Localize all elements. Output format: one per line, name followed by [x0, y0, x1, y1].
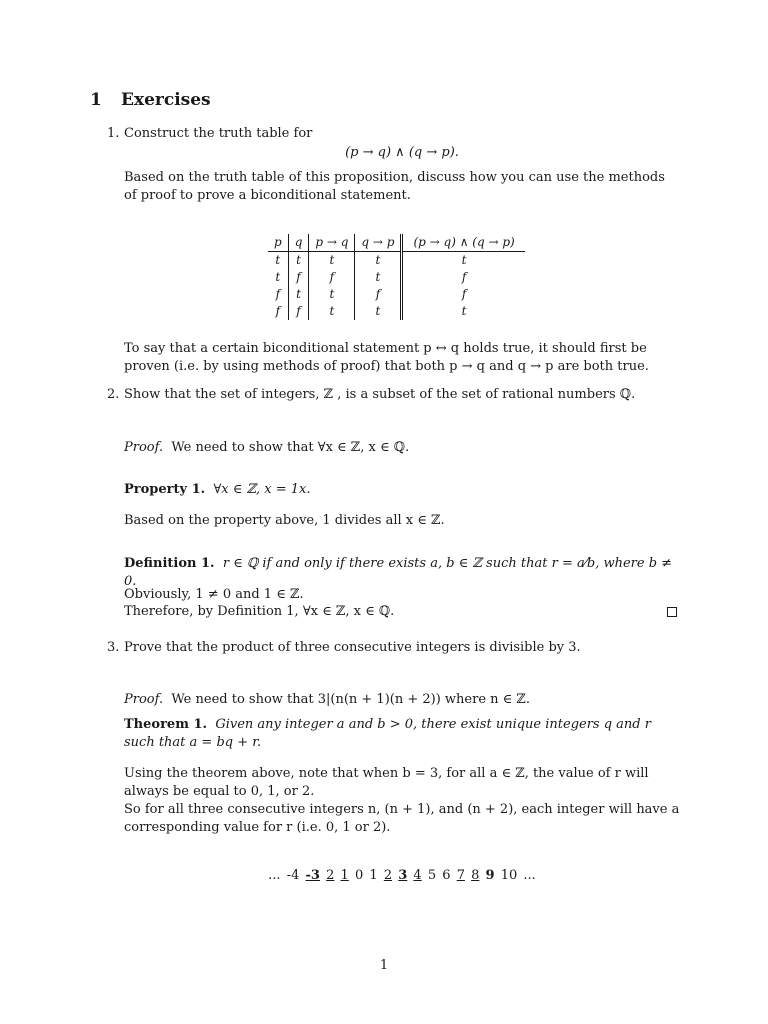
sequence-item: 2: [326, 868, 335, 883]
truth-table-header-row: [268, 234, 525, 252]
sequence-item: 3: [398, 868, 408, 883]
truth-table-cell: t: [275, 270, 281, 284]
exercise-1-conclusion: To say that a certain biconditional statement p ↔ q holds true, it should first be proven (i.e. by using methods of proof) that both p → q and q → p are both true.: [124, 341, 649, 374]
exercise-3-statement: Prove that the product of three consecutive integers is divisible by 3.: [124, 640, 581, 655]
section-title: Exercises: [121, 90, 211, 110]
truth-table: [268, 234, 525, 320]
proof-label: Proof.: [124, 440, 164, 455]
exercise-1-intro: Construct the truth table for: [124, 126, 313, 141]
exercise-3-number: 3.: [107, 640, 120, 655]
truth-table-cell: f: [275, 304, 281, 318]
truth-table-cell: f: [402, 269, 525, 286]
truth-table-cell: f: [275, 287, 281, 301]
sequence-item: 8: [471, 868, 480, 883]
sequence-item: 7: [456, 868, 465, 883]
sequence-item: ...: [523, 868, 536, 883]
exercise-2-statement: Show that the set of integers, ℤ , is a subset of the set of rational numbers ℚ.: [124, 387, 636, 402]
exercise-2-obviously: Obviously, 1 ≠ 0 and 1 ∈ ℤ.: [124, 587, 304, 602]
truth-table-row: [268, 252, 525, 270]
exercise-3-paragraph-1: Using the theorem above, note that when b = 3, for all a ∈ ℤ, the value of r will always be equal to 0, 1, or 2.: [124, 766, 649, 799]
truth-table-header: p: [268, 234, 288, 252]
exercise-2-based: Based on the property above, 1 divides all x ∈ ℤ.: [124, 513, 445, 528]
property-label: Property 1.: [124, 482, 206, 497]
page-number: 1: [379, 958, 389, 973]
truth-table-cell: t: [355, 303, 402, 320]
truth-table-cell: f: [402, 286, 525, 303]
sequence-item: 2: [383, 868, 393, 883]
exercise-3-paragraph-2: So for all three consecutive integers n, (n + 1), and (n + 2), each integer will have a corresponding value for r (i.e. 0, 1 or 2).: [124, 802, 680, 835]
truth-table-row: [268, 286, 525, 303]
integer-sequence: [124, 867, 680, 885]
truth-table-cell: t: [402, 303, 525, 320]
sequence-item: 10: [500, 868, 518, 883]
sequence-item: ...: [268, 868, 281, 883]
truth-table-cell: t: [309, 286, 355, 303]
truth-table-cell: f: [309, 269, 355, 286]
sequence-item: 1: [369, 868, 378, 883]
truth-table-header: q: [288, 234, 309, 252]
truth-table-row: [268, 303, 525, 320]
exercise-2-proof: [124, 439, 680, 457]
sequence-item: 1: [340, 868, 349, 883]
exercise-2-therefore: Therefore, by Definition 1, ∀x ∈ ℤ, x ∈ ℚ.: [124, 604, 395, 619]
truth-table-cell: t: [309, 252, 355, 270]
truth-table-header: p → q: [309, 234, 355, 252]
truth-table-cell: t: [402, 252, 525, 270]
truth-table-cell: f: [288, 269, 309, 286]
theorem-label: Theorem 1.: [124, 717, 208, 732]
truth-table-header: q → p: [355, 234, 402, 252]
definition-label: Definition 1.: [124, 556, 215, 571]
sequence-item: 9: [485, 868, 495, 883]
exercise-1-number: 1.: [107, 126, 120, 141]
qed-square-icon: [667, 607, 677, 617]
truth-table-cell: t: [355, 252, 402, 270]
exercise-1-paragraph: Based on the truth table of this proposition, discuss how you can use the methods of proof to prove a biconditional statement.: [124, 170, 665, 203]
theorem-1: [124, 716, 680, 752]
truth-table-cell: t: [288, 252, 309, 270]
proof-label: Proof.: [124, 692, 164, 707]
truth-table-header: (p → q) ∧ (q → p): [402, 234, 525, 252]
sequence-item: 4: [413, 868, 422, 883]
truth-table-cell: t: [355, 269, 402, 286]
truth-table-cell: t: [288, 286, 309, 303]
section-heading: [90, 91, 211, 109]
sequence-item: 0: [354, 868, 364, 883]
exercise-1-formula: (p → q) ∧ (q → p).: [345, 145, 459, 160]
theorem-text: Given any integer a and b > 0, there exist unique integers q and r such that a = bq + r.: [124, 717, 651, 750]
property-1: [124, 481, 680, 499]
exercise-2-number: 2.: [107, 387, 120, 402]
property-text: ∀x ∈ ℤ, x = 1x.: [213, 482, 311, 497]
proof-text: We need to show that ∀x ∈ ℤ, x ∈ ℚ.: [171, 440, 410, 455]
definition-text: r ∈ ℚ if and only if there exists a, b ∈ ℤ such that r = a⁄b, where b ≠ 0.: [124, 556, 673, 589]
sequence-item: 5: [427, 868, 437, 883]
truth-table-cell: f: [288, 303, 309, 320]
exercise-3-proof: [124, 691, 680, 709]
truth-table-row: [268, 269, 525, 286]
section-number: 1: [90, 90, 102, 110]
proof-text: We need to show that 3|(n(n + 1)(n + 2)) where n ∈ ℤ.: [171, 692, 531, 707]
sequence-item: -4: [286, 868, 300, 883]
truth-table-cell: f: [355, 286, 402, 303]
truth-table-cell: t: [275, 253, 281, 267]
sequence-item: -3: [305, 868, 320, 883]
truth-table-cell: t: [309, 303, 355, 320]
sequence-item: 6: [442, 868, 451, 883]
